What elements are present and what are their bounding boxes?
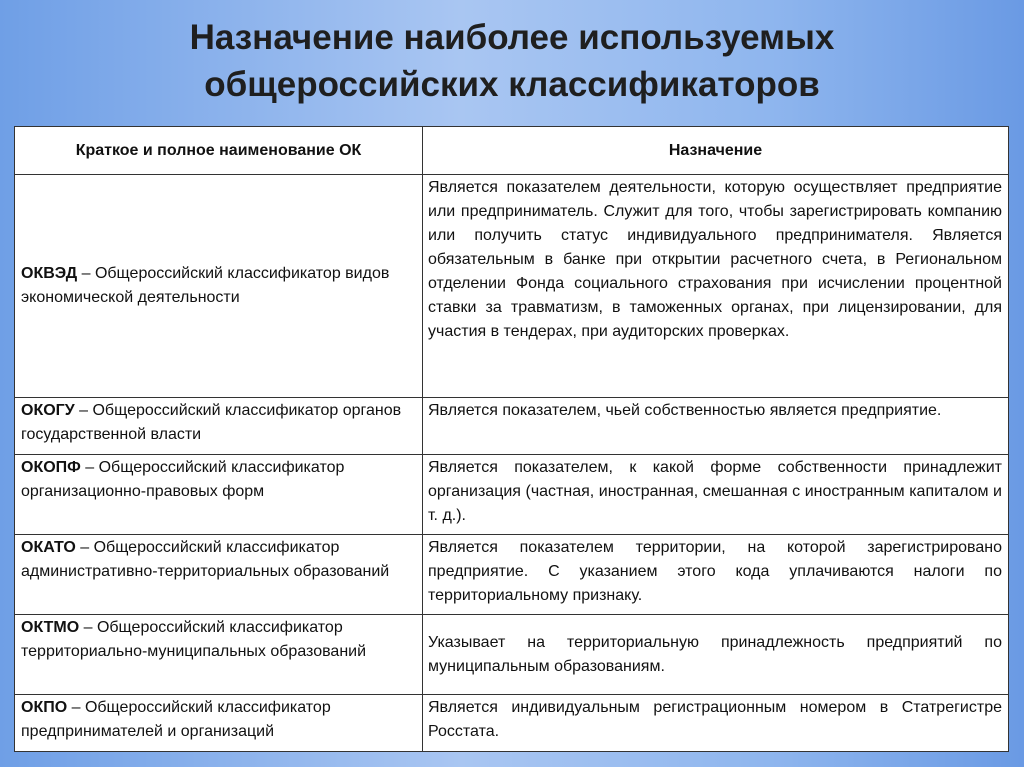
classifier-abbr: ОКАТО bbox=[21, 539, 76, 556]
table-row bbox=[15, 535, 1009, 615]
classifier-name-cell bbox=[15, 615, 423, 695]
classifier-full-name: – Общероссийский классификатор территориально-муниципальных образований bbox=[21, 619, 367, 660]
column-header-purpose: Назначение bbox=[423, 127, 1009, 175]
classifier-full-name: – Общероссийский классификатор видов экономической деятельности bbox=[21, 265, 390, 306]
classifier-abbr: ОКПО bbox=[21, 699, 68, 716]
classifier-full-name: – Общероссийский классификатор административно-территориальных образований bbox=[21, 539, 390, 580]
table-row bbox=[15, 175, 1009, 398]
classifiers-table bbox=[14, 126, 1009, 752]
classifier-purpose: Является показателем территории, на которой зарегистрировано предприятие. С указанием этого кода уплачиваются налоги по территориальному признаку. bbox=[423, 535, 1009, 615]
classifier-abbr: ОКОГУ bbox=[21, 402, 75, 419]
classifier-abbr: ОКОПФ bbox=[21, 459, 81, 476]
table-row bbox=[15, 695, 1009, 752]
table-row bbox=[15, 455, 1009, 535]
classifier-name-cell bbox=[15, 455, 423, 535]
classifier-purpose: Является индивидуальным регистрационным номером в Статрегистре Росстата. bbox=[423, 695, 1009, 752]
classifier-abbr: ОКВЭД bbox=[21, 265, 78, 282]
classifier-purpose: Указывает на территориальную принадлежность предприятий по муниципальным образованиям. bbox=[423, 615, 1009, 695]
classifier-name-cell bbox=[15, 695, 423, 752]
table-row bbox=[15, 398, 1009, 455]
table-row bbox=[15, 615, 1009, 695]
page-title-line-2: общероссийских классификаторов bbox=[204, 65, 820, 104]
classifier-name-cell bbox=[15, 535, 423, 615]
classifier-name-cell bbox=[15, 175, 423, 398]
classifier-full-name: – Общероссийский классификатор организационно-правовых форм bbox=[21, 459, 345, 500]
page-title-line-1: Назначение наиболее используемых bbox=[189, 18, 835, 57]
table-header-row bbox=[15, 127, 1009, 175]
classifier-purpose: Является показателем деятельности, которую осуществляет предприятие или предприниматель. Служит для того, чтобы зарегистрировать компанию или получить статус индивидуального предпринимателя. Является обязательным в банке при открытии расчетного счета, в Региональном отделении Фонда социального страхования при исчислении процентной ставки за травматизм, в таможенных органах, при лицензировании, для участия в тендерах, при аудиторских проверках. bbox=[423, 175, 1009, 398]
classifier-full-name: – Общероссийский классификатор предпринимателей и организаций bbox=[21, 699, 331, 740]
classifier-purpose: Является показателем, к какой форме собственности принадлежит организация (частная, иностранная, смешанная с иностранным капиталом и т. д.). bbox=[423, 455, 1009, 535]
classifier-abbr: ОКТМО bbox=[21, 619, 80, 636]
page-title bbox=[0, 14, 1024, 108]
column-header-name: Краткое и полное наименование ОК bbox=[15, 127, 423, 175]
classifier-full-name: – Общероссийский классификатор органов государственной власти bbox=[21, 402, 402, 443]
classifier-name-cell bbox=[15, 398, 423, 455]
classifier-purpose: Является показателем, чьей собственностью является предприятие. bbox=[423, 398, 1009, 455]
